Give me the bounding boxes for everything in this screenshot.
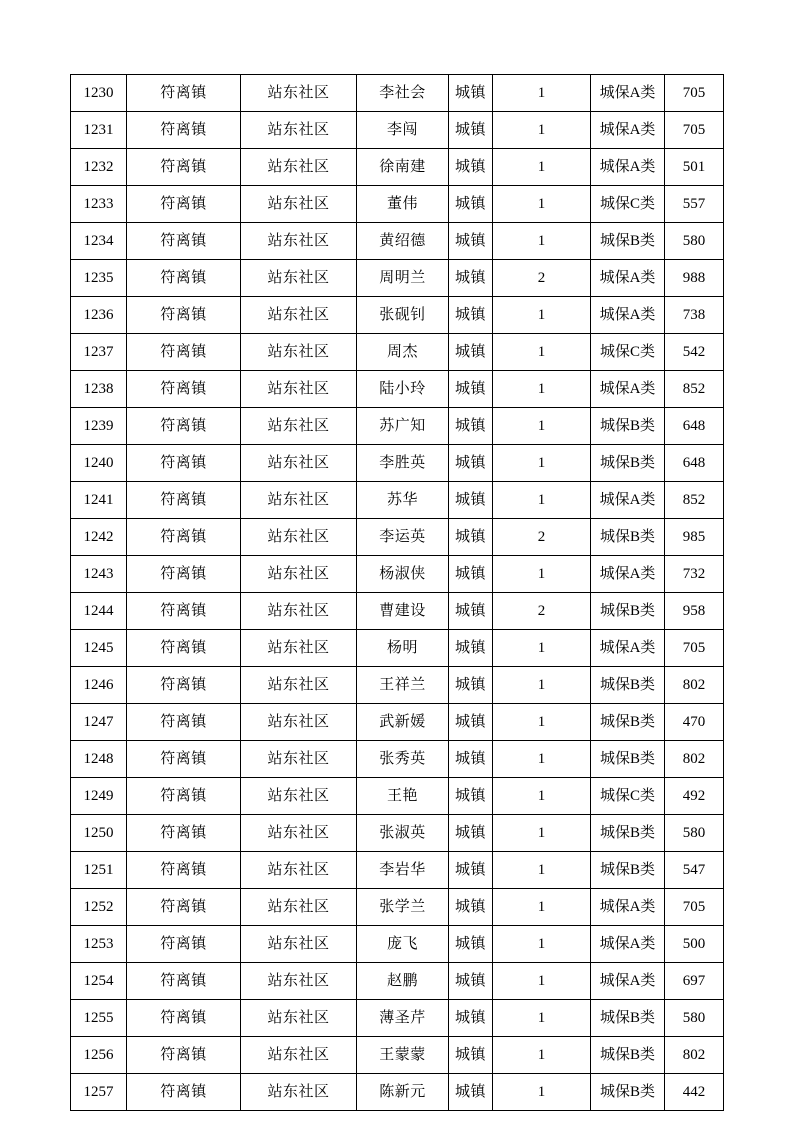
table-cell: 城镇 <box>449 1074 493 1111</box>
table-cell: 站东社区 <box>241 889 357 926</box>
table-cell: 城镇 <box>449 778 493 815</box>
table-cell: 符离镇 <box>127 223 241 260</box>
table-cell: 442 <box>665 1074 724 1111</box>
table-cell: 城镇 <box>449 223 493 260</box>
table-row <box>71 741 724 778</box>
table-cell: 城镇 <box>449 1037 493 1074</box>
table-cell: 站东社区 <box>241 963 357 1000</box>
table-cell: 城保A类 <box>591 889 665 926</box>
table-cell: 1 <box>493 1000 591 1037</box>
table-cell: 1254 <box>71 963 127 1000</box>
table-cell: 站东社区 <box>241 556 357 593</box>
table-cell: 2 <box>493 260 591 297</box>
table-cell: 1 <box>493 408 591 445</box>
table-row <box>71 482 724 519</box>
table-cell: 城保B类 <box>591 852 665 889</box>
table-cell: 武新媛 <box>357 704 449 741</box>
table-cell: 城保B类 <box>591 741 665 778</box>
table-cell: 738 <box>665 297 724 334</box>
table-cell: 站东社区 <box>241 667 357 704</box>
table-cell: 城镇 <box>449 741 493 778</box>
table-cell: 薄圣芹 <box>357 1000 449 1037</box>
table-cell: 符离镇 <box>127 704 241 741</box>
table-cell: 988 <box>665 260 724 297</box>
table-cell: 1234 <box>71 223 127 260</box>
table-cell: 符离镇 <box>127 297 241 334</box>
table-cell: 1 <box>493 112 591 149</box>
table-cell: 705 <box>665 889 724 926</box>
table-cell: 1 <box>493 667 591 704</box>
table-cell: 城镇 <box>449 852 493 889</box>
table-cell: 符离镇 <box>127 1000 241 1037</box>
table-cell: 1 <box>493 556 591 593</box>
table-cell: 1 <box>493 778 591 815</box>
table-cell: 1245 <box>71 630 127 667</box>
table-cell: 1 <box>493 482 591 519</box>
table-cell: 648 <box>665 408 724 445</box>
table-cell: 1252 <box>71 889 127 926</box>
table-cell: 1251 <box>71 852 127 889</box>
table-cell: 985 <box>665 519 724 556</box>
table-cell: 1239 <box>71 408 127 445</box>
table-cell: 城保A类 <box>591 630 665 667</box>
table-cell: 站东社区 <box>241 334 357 371</box>
table-cell: 1 <box>493 445 591 482</box>
table-cell: 697 <box>665 963 724 1000</box>
table-cell: 1235 <box>71 260 127 297</box>
table-cell: 董伟 <box>357 186 449 223</box>
table-cell: 1231 <box>71 112 127 149</box>
table-cell: 站东社区 <box>241 630 357 667</box>
table-cell: 城镇 <box>449 630 493 667</box>
table-cell: 站东社区 <box>241 741 357 778</box>
table-cell: 符离镇 <box>127 445 241 482</box>
table-cell: 1243 <box>71 556 127 593</box>
table-row <box>71 75 724 112</box>
table-cell: 城保A类 <box>591 260 665 297</box>
table-cell: 城保A类 <box>591 556 665 593</box>
table-cell: 站东社区 <box>241 1037 357 1074</box>
table-cell: 张砚钊 <box>357 297 449 334</box>
table-cell: 1237 <box>71 334 127 371</box>
table-cell: 符离镇 <box>127 75 241 112</box>
table-cell: 470 <box>665 704 724 741</box>
table-cell: 城镇 <box>449 371 493 408</box>
table-cell: 1 <box>493 186 591 223</box>
table-cell: 站东社区 <box>241 1074 357 1111</box>
table-cell: 站东社区 <box>241 926 357 963</box>
table-cell: 符离镇 <box>127 1074 241 1111</box>
table-cell: 符离镇 <box>127 334 241 371</box>
table-row <box>71 445 724 482</box>
table-cell: 符离镇 <box>127 149 241 186</box>
table-cell: 580 <box>665 1000 724 1037</box>
table-cell: 705 <box>665 112 724 149</box>
table-cell: 城保B类 <box>591 223 665 260</box>
table-cell: 城保B类 <box>591 408 665 445</box>
table-row <box>71 149 724 186</box>
table-row <box>71 926 724 963</box>
table-row <box>71 112 724 149</box>
table-cell: 站东社区 <box>241 223 357 260</box>
table-cell: 580 <box>665 815 724 852</box>
table-cell: 1 <box>493 815 591 852</box>
table-cell: 李胜英 <box>357 445 449 482</box>
table-cell: 符离镇 <box>127 482 241 519</box>
table-cell: 符离镇 <box>127 815 241 852</box>
table-cell: 曹建设 <box>357 593 449 630</box>
table-cell: 站东社区 <box>241 519 357 556</box>
table-cell: 802 <box>665 741 724 778</box>
table-cell: 城镇 <box>449 445 493 482</box>
table-cell: 符离镇 <box>127 630 241 667</box>
table-cell: 580 <box>665 223 724 260</box>
table-row <box>71 556 724 593</box>
table-cell: 城保A类 <box>591 482 665 519</box>
table-cell: 李运英 <box>357 519 449 556</box>
table-cell: 城保C类 <box>591 778 665 815</box>
table-cell: 1 <box>493 852 591 889</box>
table-row <box>71 519 724 556</box>
table-cell: 城保B类 <box>591 445 665 482</box>
table-cell: 1 <box>493 963 591 1000</box>
table-cell: 1 <box>493 297 591 334</box>
table-cell: 陆小玲 <box>357 371 449 408</box>
table-cell: 城镇 <box>449 334 493 371</box>
table-cell: 杨明 <box>357 630 449 667</box>
data-table-container <box>70 74 724 1111</box>
table-cell: 站东社区 <box>241 75 357 112</box>
table-row <box>71 778 724 815</box>
table-row <box>71 593 724 630</box>
table-row <box>71 1037 724 1074</box>
table-row <box>71 889 724 926</box>
table-cell: 城镇 <box>449 556 493 593</box>
table-cell: 492 <box>665 778 724 815</box>
table-cell: 705 <box>665 630 724 667</box>
table-cell: 1236 <box>71 297 127 334</box>
table-cell: 2 <box>493 519 591 556</box>
table-cell: 符离镇 <box>127 519 241 556</box>
table-cell: 张学兰 <box>357 889 449 926</box>
table-cell: 李社会 <box>357 75 449 112</box>
table-row <box>71 408 724 445</box>
table-cell: 符离镇 <box>127 186 241 223</box>
table-row <box>71 667 724 704</box>
table-cell: 1249 <box>71 778 127 815</box>
table-cell: 黄绍德 <box>357 223 449 260</box>
table-cell: 城保A类 <box>591 926 665 963</box>
table-cell: 苏广知 <box>357 408 449 445</box>
table-cell: 705 <box>665 75 724 112</box>
table-cell: 城保B类 <box>591 1074 665 1111</box>
table-cell: 1 <box>493 334 591 371</box>
table-cell: 站东社区 <box>241 778 357 815</box>
table-row <box>71 1074 724 1111</box>
table-cell: 1232 <box>71 149 127 186</box>
table-cell: 852 <box>665 482 724 519</box>
table-cell: 符离镇 <box>127 408 241 445</box>
table-cell: 1 <box>493 1037 591 1074</box>
table-cell: 杨淑侠 <box>357 556 449 593</box>
table-cell: 苏华 <box>357 482 449 519</box>
table-cell: 城保A类 <box>591 297 665 334</box>
table-cell: 城镇 <box>449 815 493 852</box>
table-cell: 站东社区 <box>241 815 357 852</box>
table-row <box>71 371 724 408</box>
table-row <box>71 852 724 889</box>
table-cell: 城镇 <box>449 889 493 926</box>
table-cell: 852 <box>665 371 724 408</box>
table-cell: 站东社区 <box>241 260 357 297</box>
table-cell: 城镇 <box>449 519 493 556</box>
table-cell: 547 <box>665 852 724 889</box>
table-cell: 王祥兰 <box>357 667 449 704</box>
table-cell: 王艳 <box>357 778 449 815</box>
table-cell: 542 <box>665 334 724 371</box>
table-row <box>71 815 724 852</box>
table-cell: 1230 <box>71 75 127 112</box>
table-cell: 1256 <box>71 1037 127 1074</box>
table-cell: 站东社区 <box>241 852 357 889</box>
table-cell: 城镇 <box>449 593 493 630</box>
table-cell: 城镇 <box>449 149 493 186</box>
table-cell: 501 <box>665 149 724 186</box>
table-cell: 站东社区 <box>241 482 357 519</box>
table-cell: 648 <box>665 445 724 482</box>
table-cell: 站东社区 <box>241 445 357 482</box>
table-row <box>71 630 724 667</box>
table-cell: 城保A类 <box>591 149 665 186</box>
table-cell: 城保A类 <box>591 371 665 408</box>
table-cell: 城镇 <box>449 704 493 741</box>
table-row <box>71 186 724 223</box>
table-cell: 城保B类 <box>591 815 665 852</box>
data-table <box>70 74 724 1111</box>
table-cell: 符离镇 <box>127 260 241 297</box>
table-row <box>71 704 724 741</box>
table-cell: 陈新元 <box>357 1074 449 1111</box>
table-cell: 城保A类 <box>591 75 665 112</box>
table-cell: 周明兰 <box>357 260 449 297</box>
table-cell: 城镇 <box>449 260 493 297</box>
table-cell: 1247 <box>71 704 127 741</box>
table-cell: 站东社区 <box>241 112 357 149</box>
table-cell: 1240 <box>71 445 127 482</box>
table-cell: 符离镇 <box>127 593 241 630</box>
table-cell: 城保C类 <box>591 334 665 371</box>
table-cell: 802 <box>665 667 724 704</box>
table-cell: 张秀英 <box>357 741 449 778</box>
table-cell: 城镇 <box>449 75 493 112</box>
table-cell: 符离镇 <box>127 963 241 1000</box>
table-cell: 符离镇 <box>127 1037 241 1074</box>
table-cell: 站东社区 <box>241 371 357 408</box>
table-cell: 城镇 <box>449 408 493 445</box>
table-row <box>71 260 724 297</box>
table-cell: 符离镇 <box>127 926 241 963</box>
table-cell: 1250 <box>71 815 127 852</box>
table-cell: 符离镇 <box>127 371 241 408</box>
table-cell: 1242 <box>71 519 127 556</box>
table-cell: 城镇 <box>449 297 493 334</box>
table-cell: 站东社区 <box>241 408 357 445</box>
table-cell: 1 <box>493 704 591 741</box>
table-cell: 1 <box>493 889 591 926</box>
table-cell: 符离镇 <box>127 741 241 778</box>
table-cell: 站东社区 <box>241 593 357 630</box>
table-cell: 1 <box>493 75 591 112</box>
table-cell: 李闯 <box>357 112 449 149</box>
table-cell: 城保B类 <box>591 1000 665 1037</box>
table-cell: 1 <box>493 149 591 186</box>
table-cell: 500 <box>665 926 724 963</box>
table-row <box>71 963 724 1000</box>
table-cell: 1253 <box>71 926 127 963</box>
table-cell: 符离镇 <box>127 889 241 926</box>
table-row <box>71 334 724 371</box>
table-cell: 城镇 <box>449 926 493 963</box>
table-cell: 符离镇 <box>127 778 241 815</box>
table-cell: 1246 <box>71 667 127 704</box>
table-body <box>71 75 724 1111</box>
table-cell: 城保B类 <box>591 1037 665 1074</box>
table-cell: 城镇 <box>449 667 493 704</box>
table-cell: 732 <box>665 556 724 593</box>
table-cell: 1241 <box>71 482 127 519</box>
table-cell: 站东社区 <box>241 297 357 334</box>
table-cell: 庞飞 <box>357 926 449 963</box>
table-cell: 张淑英 <box>357 815 449 852</box>
table-cell: 城保A类 <box>591 963 665 1000</box>
table-cell: 城镇 <box>449 186 493 223</box>
table-cell: 557 <box>665 186 724 223</box>
table-cell: 王蒙蒙 <box>357 1037 449 1074</box>
table-cell: 1257 <box>71 1074 127 1111</box>
table-cell: 站东社区 <box>241 704 357 741</box>
table-cell: 城保C类 <box>591 186 665 223</box>
table-cell: 1233 <box>71 186 127 223</box>
table-cell: 2 <box>493 593 591 630</box>
table-cell: 城镇 <box>449 1000 493 1037</box>
table-cell: 1 <box>493 630 591 667</box>
table-cell: 1 <box>493 741 591 778</box>
table-cell: 城镇 <box>449 112 493 149</box>
table-cell: 1 <box>493 1074 591 1111</box>
table-cell: 赵鹏 <box>357 963 449 1000</box>
table-cell: 城保B类 <box>591 519 665 556</box>
table-cell: 符离镇 <box>127 112 241 149</box>
table-cell: 1 <box>493 926 591 963</box>
table-cell: 城保B类 <box>591 593 665 630</box>
table-cell: 符离镇 <box>127 667 241 704</box>
table-cell: 1248 <box>71 741 127 778</box>
table-cell: 城保A类 <box>591 112 665 149</box>
table-cell: 城镇 <box>449 482 493 519</box>
table-cell: 城保B类 <box>591 704 665 741</box>
table-cell: 符离镇 <box>127 556 241 593</box>
table-cell: 站东社区 <box>241 149 357 186</box>
table-cell: 周杰 <box>357 334 449 371</box>
table-cell: 李岩华 <box>357 852 449 889</box>
table-cell: 站东社区 <box>241 1000 357 1037</box>
table-row <box>71 223 724 260</box>
table-cell: 1255 <box>71 1000 127 1037</box>
table-cell: 958 <box>665 593 724 630</box>
table-cell: 符离镇 <box>127 852 241 889</box>
table-cell: 徐南建 <box>357 149 449 186</box>
table-cell: 1238 <box>71 371 127 408</box>
table-cell: 1 <box>493 371 591 408</box>
table-cell: 城镇 <box>449 963 493 1000</box>
table-row <box>71 1000 724 1037</box>
table-cell: 站东社区 <box>241 186 357 223</box>
table-cell: 802 <box>665 1037 724 1074</box>
table-cell: 1 <box>493 223 591 260</box>
table-cell: 1244 <box>71 593 127 630</box>
table-row <box>71 297 724 334</box>
table-cell: 城保B类 <box>591 667 665 704</box>
